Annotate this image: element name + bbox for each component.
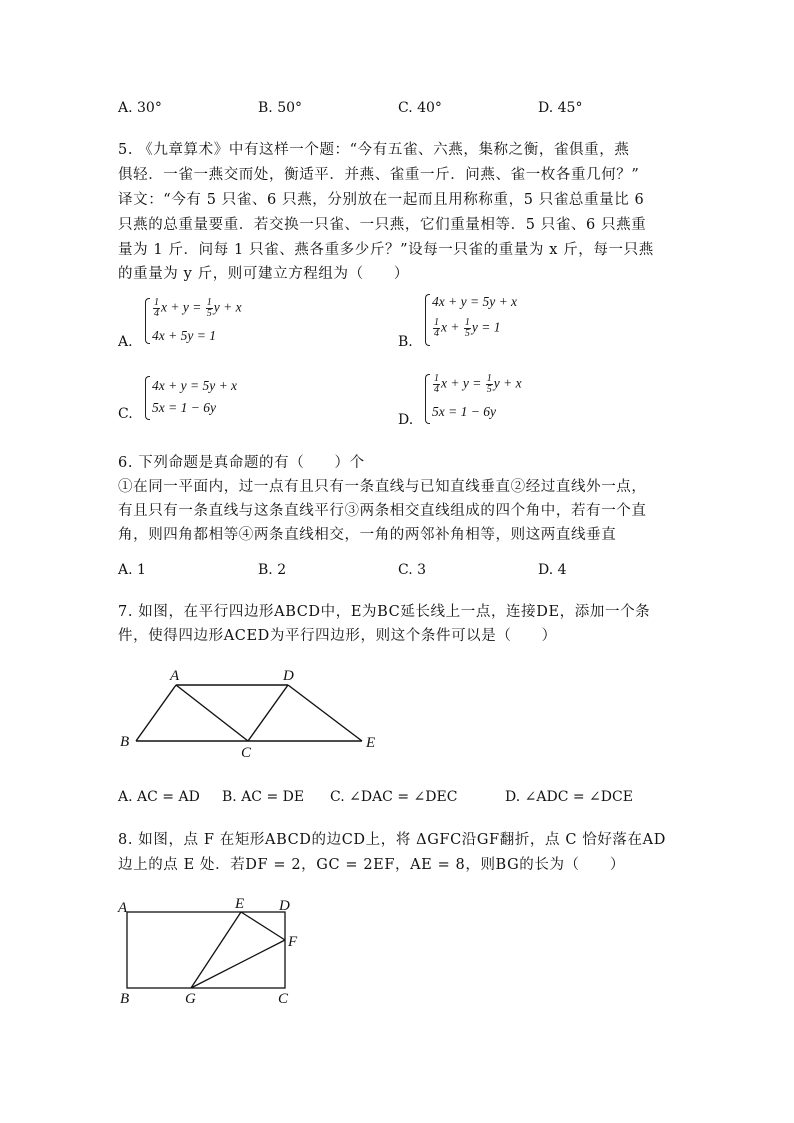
- q5-option-d-label: D.: [398, 412, 414, 428]
- q7-point-a: A: [170, 668, 180, 684]
- q8-point-b: B: [120, 991, 130, 1007]
- q5-option-a-label: A.: [118, 334, 133, 350]
- q7-edge-dc: [248, 685, 288, 741]
- q5-option-d-eq1: $\frac{1}{4}$ x + y = $\frac{1}{5}$ y + x: [434, 373, 522, 395]
- q8-point-e: E: [235, 896, 245, 912]
- q6-line-1: 6. 下列命题是真命题的有（ ）个: [118, 455, 365, 471]
- q5-option-b-eq2: $\frac{1}{4}$ x + $\frac{1}{5}$ y = 1: [434, 317, 501, 339]
- q5-option-a-eq2: 4x + 5y = 1: [152, 328, 216, 343]
- q7-point-b: B: [120, 734, 130, 750]
- q7-edge-ac: [176, 685, 248, 741]
- q5-option-b-brace: [425, 294, 430, 346]
- q8-edge-gf: [191, 940, 285, 988]
- q8-line-1: 8. 如图，点 F 在矩形ABCD的边CD上，将 ΔGFC沿GF翻折，点 C 恰好落在AD: [118, 832, 666, 848]
- q5-line-6: 的重量为 y 斤，则可建立方程组为（ ）: [118, 266, 410, 282]
- q8-point-g: G: [185, 991, 196, 1007]
- q8-point-c: C: [278, 991, 289, 1007]
- q5-option-c-label: C.: [118, 406, 133, 422]
- q8-point-f: F: [288, 934, 298, 950]
- q7-option-b: B. AC = DE: [222, 789, 305, 805]
- q6-option-a: A. 1: [118, 562, 146, 578]
- q5-line-5: 量为 1 斤．问每 1 只雀、燕各重多少斤？”设每一只雀的重量为 x 斤，每一只燕: [118, 242, 654, 258]
- q6-line-4: 角，则四角都相等④两条直线相交，一角的两邻补角相等，则这两直线垂直: [118, 527, 617, 543]
- q5-option-d-brace: [425, 374, 430, 424]
- q7-option-c: C. ∠DAC = ∠DEC: [330, 789, 458, 805]
- q5-option-c-eq2: 5x = 1 − 6y: [152, 400, 216, 415]
- q7-point-d: D: [283, 668, 294, 684]
- q5-option-c-brace: [145, 376, 150, 420]
- q7-option-d: D. ∠ADC = ∠DCE: [505, 789, 633, 805]
- q6-option-c: C. 3: [398, 562, 427, 578]
- q7-edge-ab: [136, 685, 176, 741]
- q7-point-c: C: [241, 745, 252, 761]
- q7-line-1: 7. 如图，在平行四边形ABCD中，E为BC延长线上一点，连接DE，添加一个条: [118, 604, 651, 620]
- q7-figure: [110, 660, 400, 765]
- q5-line-2: 俱轻．一雀一燕交而处，衡适平．并燕、雀重一斤．问燕、雀一枚各重几何？”: [118, 167, 640, 183]
- q4-option-b: B. 50°: [258, 100, 303, 116]
- q8-point-a: A: [118, 900, 128, 916]
- q6-line-3: 有且只有一条直线与这条直线平行③两条相交直线组成的四个角中，若有一个直: [118, 503, 647, 519]
- q5-line-3: 译文：“今有 5 只雀、6 只燕，分别放在一起而且用称称重，5 只雀总重量比 6: [118, 192, 645, 208]
- q8-rectangle-abcd: [127, 912, 285, 988]
- q5-line-4: 只燕的总重量要重．若交换一只雀、一只燕，它们重量相等．5 只雀、6 只燕重: [118, 217, 647, 233]
- q5-option-b-eq1: 4x + y = 5y + x: [432, 294, 518, 309]
- q7-line-2: 件，使得四边形ACED为平行四边形，则这个条件可以是（ ）: [118, 628, 557, 644]
- q7-option-a: A. AC = AD: [118, 789, 200, 805]
- q5-option-a-brace: [145, 298, 150, 344]
- q8-point-d: D: [279, 898, 290, 914]
- q4-option-c: C. 40°: [398, 100, 442, 116]
- q5-option-c-eq1: 4x + y = 5y + x: [152, 378, 238, 393]
- q6-option-b: B. 2: [258, 562, 287, 578]
- q5-option-d-eq2: 5x = 1 − 6y: [432, 404, 496, 419]
- q4-option-d: D. 45°: [538, 100, 583, 116]
- q8-figure: [110, 890, 310, 1010]
- q4-option-a: A. 30°: [118, 100, 162, 116]
- q8-edge-ef: [241, 912, 285, 940]
- q6-option-d: D. 4: [538, 562, 567, 578]
- q7-edge-de: [288, 685, 362, 741]
- q8-line-2: 边上的点 E 处．若DF = 2，GC = 2EF，AE = 8，则BG的长为（ ）: [118, 857, 625, 873]
- q5-line-1: 5. 《九章算术》中有这样一个题：“今有五雀、六燕，集称之衡，雀俱重，燕: [118, 142, 630, 158]
- q8-edge-eg: [191, 912, 241, 988]
- q5-option-b-label: B.: [398, 334, 413, 350]
- q5-option-a-eq1: $\frac{1}{4}$ x + y = $\frac{1}{5}$ y + x: [154, 297, 242, 319]
- q6-line-2: ①在同一平面内，过一点有且只有一条直线与已知直线垂直②经过直线外一点，: [118, 479, 647, 495]
- q7-point-e: E: [366, 735, 376, 751]
